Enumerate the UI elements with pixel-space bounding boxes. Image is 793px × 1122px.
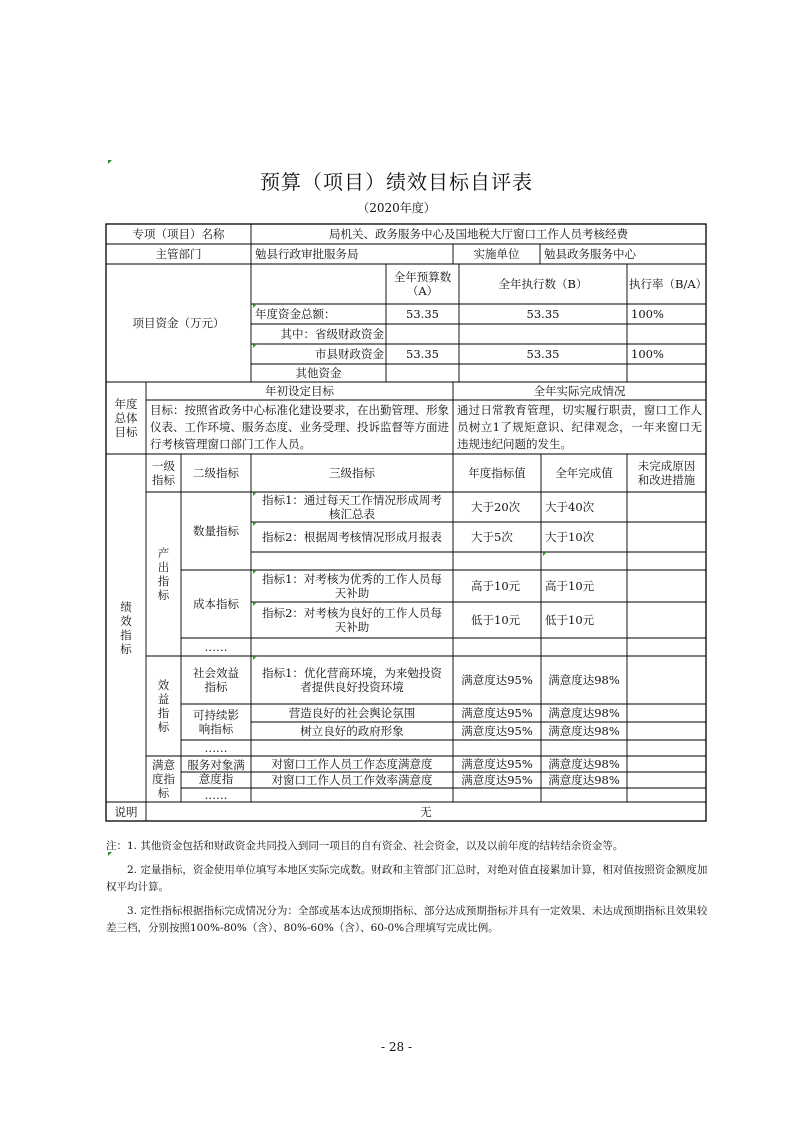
fund-row-budget xyxy=(386,364,459,382)
header-target: 年度指标值 xyxy=(468,466,526,480)
indicator-u2: 树立良好的政府形象 xyxy=(300,724,404,738)
cell-mark xyxy=(253,656,257,660)
header-level3: 三级指标 xyxy=(329,466,375,480)
indicator-q1: 指标1：通过每天工作情况形成周考核汇总表 xyxy=(262,493,442,521)
q1-target: 大于20次 xyxy=(471,500,521,514)
satisfaction-label: 满意度指标 xyxy=(152,758,175,800)
m1-target: 满意度达95% xyxy=(461,757,533,771)
m1-actual: 满意度达98% xyxy=(548,757,620,771)
u2-target: 满意度达95% xyxy=(461,724,533,738)
page-number: - 28 - xyxy=(380,1040,412,1054)
fund-row-rate xyxy=(627,364,706,382)
cost-label: 成本指标 xyxy=(193,597,239,611)
remark-label: 说明 xyxy=(114,804,138,819)
u2-actual: 满意度达98% xyxy=(548,724,620,738)
fund-row-rate: 100% xyxy=(631,307,664,321)
col-exec: 全年执行数（B） xyxy=(498,277,588,291)
q2-actual: 大于10次 xyxy=(545,530,595,544)
fund-row-label: 年度资金总额： xyxy=(255,307,336,321)
q1-actual: 大于40次 xyxy=(545,500,595,514)
indicator-m2: 对窗口工作人员工作效率满意度 xyxy=(271,773,433,787)
cell-mark xyxy=(108,160,112,164)
goal-col-actual: 全年实际完成情况 xyxy=(533,384,626,398)
cell-mark xyxy=(253,304,257,308)
benefit-label: 效益指标 xyxy=(157,678,170,734)
cell-mark xyxy=(253,492,257,496)
funds-label: 项目资金（万元） xyxy=(132,316,225,330)
project-name: 局机关、政务服务中心及国地税大厅窗口工作人员考核经费 xyxy=(329,227,628,241)
header-reason: 未完成原因和改进措施 xyxy=(637,459,696,487)
header-level1: 一级指标 xyxy=(152,459,175,487)
social-label: 社会效益指标 xyxy=(193,666,239,694)
note-2: 2. 定量指标，资金使用单位填写本地区实际完成数。财政和主管部门汇总时，对绝对值直接累加计算，相对值按照资金额度加权平均计算。 xyxy=(106,864,708,893)
header-level2: 二级指标 xyxy=(193,466,239,480)
m2-actual: 满意度达98% xyxy=(548,773,620,787)
perf-label: 绩效指标 xyxy=(120,600,132,656)
cell-mark xyxy=(543,552,547,556)
fund-row-budget: 53.35 xyxy=(406,347,439,361)
sustain-label: 可持续影响指标 xyxy=(193,708,239,736)
note-3: 3. 定性指标根据指标完成情况分为：全部或基本达成预期指标、部分达成预期指标并具有一定效果、未达成预期指标且效果较差三档，分别按照100%-80%（含）、80%-60%（含）、60-0%合理填写完成比例。 xyxy=(106,905,708,934)
quantity-label: 数量指标 xyxy=(193,524,239,538)
indicator-c2: 指标2：对考核为良好的工作人员每天补助 xyxy=(262,606,442,634)
header-actual: 全年完成值 xyxy=(555,466,613,480)
report-year: （2020年度） xyxy=(357,201,436,215)
u1-actual: 满意度达98% xyxy=(548,706,620,720)
dept-label: 主管部门 xyxy=(155,247,202,261)
s1-target: 满意度达95% xyxy=(461,673,533,687)
page-title: 预算（项目）绩效目标自评表 xyxy=(260,170,533,194)
note-1: 注：1. 其他资金包括和财政资金共同投入到同一项目的自有资金、社会资金，以及以前年度的结转结余资金等。 xyxy=(106,840,624,852)
c1-actual: 高于10元 xyxy=(545,579,595,593)
goal-label: 年度总体目标 xyxy=(114,397,138,439)
cell-mark xyxy=(253,344,257,348)
cell-mark xyxy=(253,570,257,574)
project-name-label: 专项（项目）名称 xyxy=(132,227,225,241)
fund-row-rate: 100% xyxy=(631,347,664,361)
goal-actual-text: 通过日常教育管理，切实履行职责，窗口工作人员树立1了规矩意识、纪律观念，一年来窗口无违规违纪问题的发生。 xyxy=(457,402,702,451)
fund-row-budget xyxy=(386,324,459,344)
fund-row-exec: 53.35 xyxy=(526,347,560,361)
fund-row-label: 其他资金 xyxy=(295,366,342,380)
cell-mark xyxy=(253,522,257,526)
s1-actual: 满意度达98% xyxy=(548,673,620,687)
goal-set-text: 目标：按照省政务中心标准化建设要求，在出勤管理、形象仪表、工作环境、服务态度、业务受理、投诉监督等方面进行考核管理窗口部门工作人员。 xyxy=(150,402,449,451)
fund-row-exec: 53.35 xyxy=(526,307,560,321)
remark-value: 无 xyxy=(420,804,432,819)
fund-row-exec xyxy=(459,364,627,382)
indicator-q2: 指标2：根据周考核情况形成月报表 xyxy=(262,530,442,544)
c1-target: 高于10元 xyxy=(471,579,521,593)
dept-value: 勉县行政审批服务局 xyxy=(255,247,359,261)
col-budget: 全年预算数（A） xyxy=(393,270,452,298)
benefit-ellipsis: …… xyxy=(204,741,228,755)
indicator-m1: 对窗口工作人员工作态度满意度 xyxy=(271,757,433,771)
output-ellipsis: …… xyxy=(204,640,228,654)
fund-row-label: 市县财政资金 xyxy=(315,347,384,361)
c2-target: 低于10元 xyxy=(471,613,521,627)
fund-row-exec xyxy=(459,324,627,344)
fund-row-rate xyxy=(627,324,706,344)
q2-target: 大于5次 xyxy=(471,530,513,544)
service-label: 服务对象满意度指 xyxy=(187,758,245,786)
cell-mark xyxy=(253,602,257,606)
c2-actual: 低于10元 xyxy=(545,613,595,627)
impl-value: 勉县政务服务中心 xyxy=(544,247,636,261)
fund-row-budget: 53.35 xyxy=(406,307,439,321)
indicator-u1: 营造良好的社会舆论氛围 xyxy=(288,706,416,720)
goal-col-set: 年初设定目标 xyxy=(265,384,334,398)
m2-target: 满意度达95% xyxy=(461,773,533,787)
col-rate: 执行率（B/A） xyxy=(629,277,708,291)
satisfaction-ellipsis: …… xyxy=(204,788,228,802)
impl-label: 实施单位 xyxy=(473,247,520,261)
indicator-s1: 指标1：优化营商环境，为来勉投资者提供良好投资环境 xyxy=(262,666,442,694)
indicator-c1: 指标1：对考核为优秀的工作人员每天补助 xyxy=(262,572,442,600)
fund-row-label: 其中：省级财政资金 xyxy=(280,327,384,341)
output-label: 产出指标 xyxy=(157,546,170,602)
u1-target: 满意度达95% xyxy=(461,706,533,720)
